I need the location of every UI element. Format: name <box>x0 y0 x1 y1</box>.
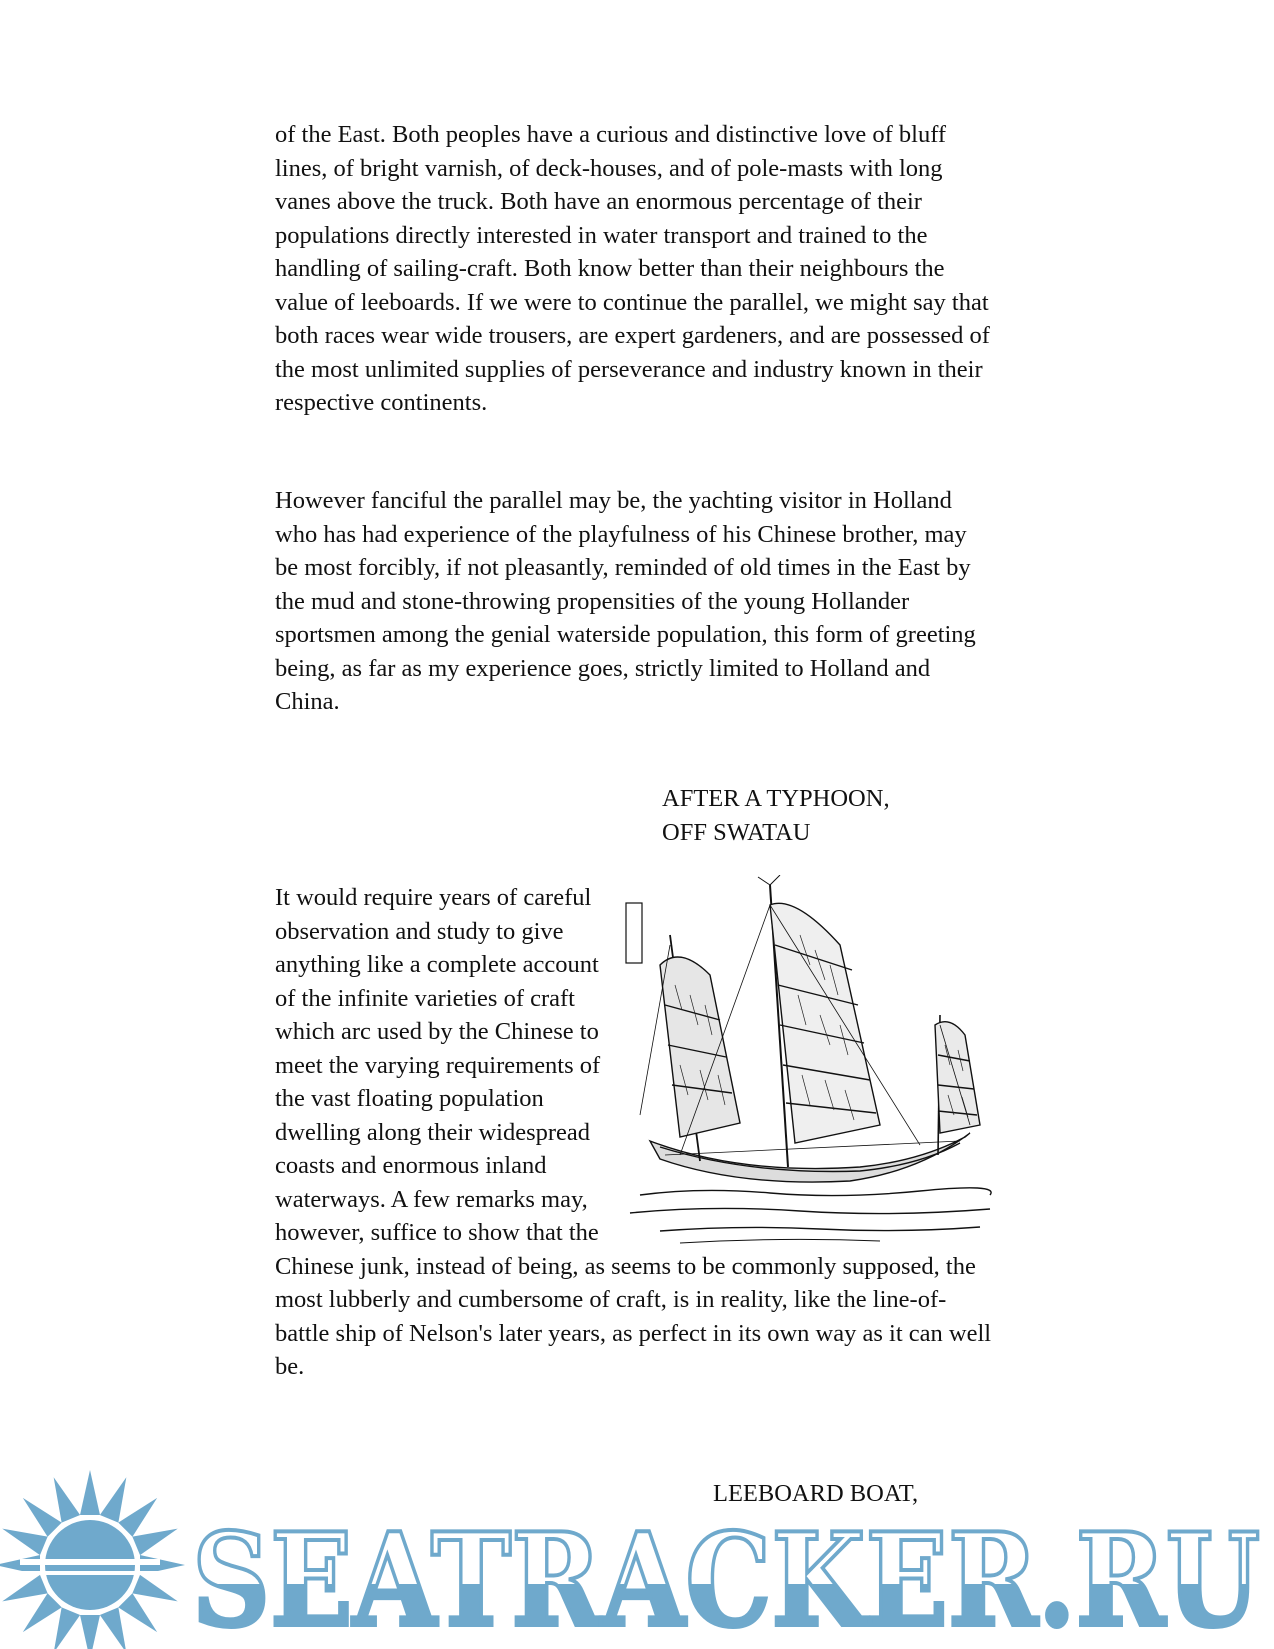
sun-logo-icon <box>0 1470 185 1649</box>
paragraph-3: It would require years of careful observation and study to give anything like a complete account of the infinite varieties of craft which arc used by the Chinese to meet the varying requirements of the vast floating population dwelling along their widespread coasts and enormous inland waterways. A few remarks may, however, suffice to show that the Chinese junk, instead of being, as seems to be commonly supposed, the most lubberly and cumbersome of craft, is in reality, like the line-of-battle ship of Nelson's later years, as perfect in its own way as it can well be. <box>275 884 992 1380</box>
caption-line-2: OFF SWATAU <box>662 818 811 846</box>
paragraph-3-block <box>275 881 995 1384</box>
caption-leeboard-boat: LEEBOARD BOAT, <box>713 1480 919 1507</box>
caption-after-a-typhoon <box>662 782 890 849</box>
watermark-text: SEATRACKER.RU <box>192 1506 1260 1649</box>
junk-illustration <box>620 875 995 1245</box>
caption-line-1: AFTER A TYPHOON, <box>662 785 890 812</box>
paragraph-2: However fanciful the parallel may be, the yachting visitor in Holland who has had experience of the playfulness of his Chinese brother, may be most forcibly, if not pleasantly, reminded of old times in the East by the mud and stone-throwing propensities of the young Hollander sportsmen among the genial waterside population, this form of greeting being, as far as my experience goes, strictly limited to Holland and China. <box>275 487 976 715</box>
seatracker-watermark <box>0 1455 1274 1649</box>
paragraph-1: of the East. Both peoples have a curious and distinctive love of bluff lines, of bright varnish, of deck-houses, and of pole-masts with long vanes above the truck. Both have an enormous percentage of their populations directly interested in water transport and trained to the handling of sailing-craft. Both know better than their neighbours the value of leeboards. If we were to continue the parallel, we might say that both races wear wide trousers, are expert gardeners, and are possessed of the most unlimited supplies of perseverance and industry known in their respective continents. <box>275 121 990 416</box>
